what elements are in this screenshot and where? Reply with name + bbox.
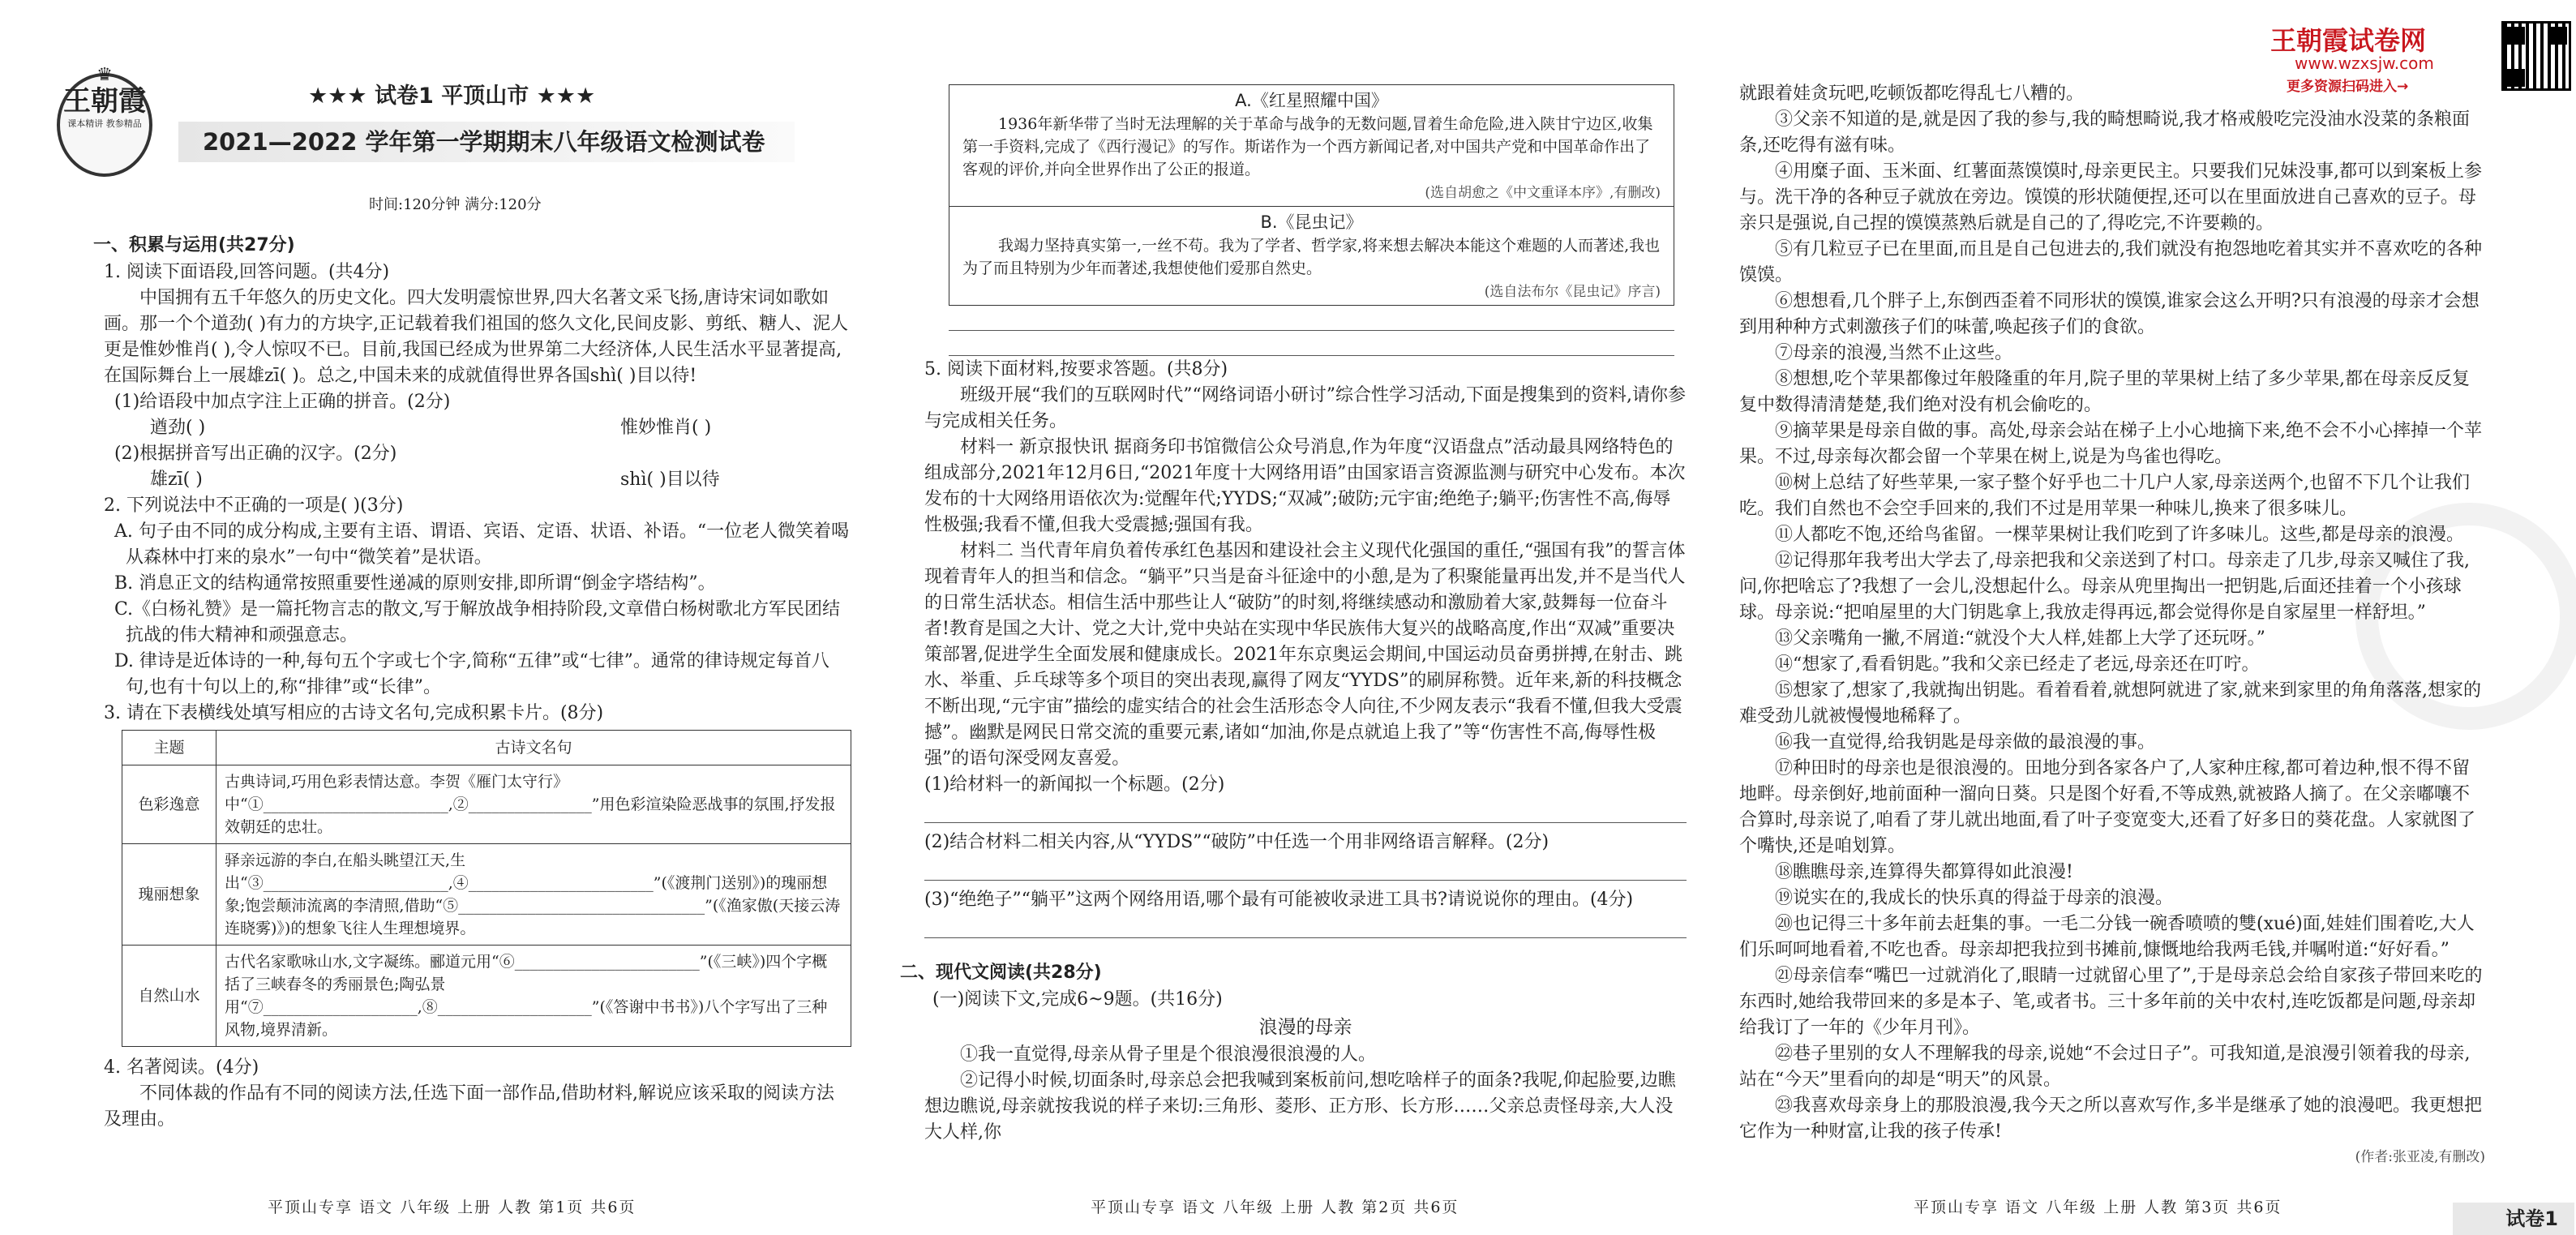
table-row <box>122 844 851 946</box>
story-author: (作者:张亚凌,有删改) <box>2355 1149 2485 1165</box>
story-paragraph: ④用糜子面、玉米面、红薯面蒸馍馍时,母亲更民主。只要我们兄妹没事,都可以到案板上参与。洗干净的各种豆子就放在旁边。馍馍的形状随便捏,还可以在里面放进自己喜欢的豆子。母亲只是强说,自己捏的馍馍蒸熟后就是自己的了,得吃完,不许要赖的。 <box>1739 161 2482 234</box>
story-paragraph: ㉓我喜欢母亲身上的那股浪漫,我今天之所以喜欢写作,多半是继承了她的浪漫吧。我更想把它作为一种财富,让我的孩子传承! <box>1739 1096 2482 1142</box>
brand-url[interactable]: www.wzxsjw.com <box>2295 54 2434 73</box>
box-a-text: 1936年新华带了当时无法理解的关于革命与战争的无数问题,冒着生命危险,进入陕甘宁边区,收集第一手资料,完成了《西行漫记》的写作。斯诺作为一个西方新闻记者,对中国共产党和中国革命作出了客观的评价,并向全世界作出了公正的报道。 <box>962 115 1653 178</box>
material-1: 材料一 新京报快讯 据商务印书馆微信公众号消息,作为年度“汉语盘点”活动最具网络特色的组成部分,2021年12月6日,“2021年度十大网络用语”由国家语言资源监测与研究中心发布。本次发布的十大网络用语依次为:觉醒年代;YYDS;“双减”;破防;元宇宙;绝绝子;躺平;伤害性不高,侮辱性极强;我看不懂,但我大受震撼;强国有我。 <box>924 437 1686 535</box>
story-paragraph: ⑩树上总结了好些苹果,一家子整个好乎也二十几户人家,母亲送两个,也留不下几个让我们吃。我们自然也不会空手回来的,我们不过是用苹果一种味儿,换来了很多味儿。 <box>1739 473 2470 519</box>
q5-sub-1: (1)给材料一的新闻拟一个标题。(2分) <box>924 774 1225 795</box>
box-a-source: (选自胡愈之《中文重译本序》,有删改) <box>1425 185 1661 201</box>
story-paragraph: ⑯我一直觉得,给我钥匙是母亲做的最浪漫的事。 <box>1775 732 2155 753</box>
reading-box <box>949 84 1674 306</box>
table-row <box>122 946 851 1047</box>
page-3 <box>1739 0 2574 1235</box>
question-4: 4. 名著阅读。(4分) <box>104 1057 259 1078</box>
story-paragraph: ⑰种田时的母亲也是很浪漫的。田地分到各家各户了,人家种庄稼,都可着边种,恨不得不留地畔。母亲倒好,地前面种一溜向日葵。只是图个好看,不等成熟,就被路人摘了。在父亲嘟嚷不合算时,母亲说了,咱看了芽儿就出地面,看了叶子变宽变大,还看了好多日的葵花盘。人家就图了个嘴快,还是咱划算。 <box>1739 758 2475 856</box>
table-row <box>122 765 851 844</box>
table-header-lines: 古诗文名句 <box>216 731 851 765</box>
story-paragraph: ㉒巷子里别的女人不理解我的母亲,说她“不会过日子”。可我知道,是浪漫引领着我的母亲,站在“今天”里看向的却是“明天”的风景。 <box>1739 1044 2471 1090</box>
brand-tagline: 更多资源扫码进入→ <box>2287 79 2409 95</box>
exam-title: 2021—2022 学年第一学期期末八年级语文检测试卷 <box>178 122 795 162</box>
q2-option-c: C.《白杨礼赞》是一篇托物言志的散文,写于解放战争相持阶段,文章借白杨树歌北方军民团结抗战的伟大精神和顽强意志。 <box>114 599 841 645</box>
q4-prompt: 不同体裁的作品有不同的阅读方法,任选下面一部作品,借助材料,解说应该采取的阅读方法及理由。 <box>104 1083 834 1130</box>
story-paragraph: ⑨摘苹果是母亲自做的事。高处,母亲会站在梯子上小心地摘下来,绝不会不小心摔掉一个苹果。不过,母亲每次都会留一个苹果在树上,说是为鸟雀也得吃。 <box>1739 421 2482 467</box>
q1-sub-2: (2)根据拼音写出正确的汉字。(2分) <box>114 444 397 464</box>
story-paragraph: ⑥想想看,几个胖子上,东倒西歪着不同形状的馍馍,谁家会这么开明?只有浪漫的母亲才会想到用种种方式刺激孩子们的味蕾,唤起孩子们的食欲。 <box>1739 291 2480 337</box>
answer-line[interactable] <box>949 331 1674 356</box>
box-b-title: B.《昆虫记》 <box>1260 212 1363 232</box>
table-cell-lines: 驿亲远游的李白,在船头眺望江天,生出“③________________________,④________________________”(《渡荆门送别》)的瑰丽想象;饱尝颠沛流离的李清照,借助“⑤________________________________”(《渔家傲(天接云涛连晓雾)》)的想象飞往人生理想境界。 <box>216 844 851 946</box>
q2-option-a: A. 句子由不同的成分构成,主要有主语、谓语、宾语、定语、状语、补语。“一位老人微笑着喝从森林中打来的泉水”一句中“微笑着”是状语。 <box>114 521 850 568</box>
box-b-source: (选自法布尔《昆虫记》序言) <box>1484 284 1661 300</box>
page-2 <box>892 0 1719 1235</box>
page-2-footer: 平顶山专享 语文 八年级 上册 人教 第2页 共6页 <box>1091 1199 1459 1216</box>
question-3: 3. 请在下表横线处填写相应的古诗文名句,完成积累卡片。(8分) <box>104 703 604 723</box>
story-paragraph: ⑤有几粒豆子已在里面,而且是自己包进去的,我们就没有抱怨地吃着其实并不喜欢吃的各种馍馍。 <box>1739 239 2482 285</box>
table-header-theme: 主题 <box>122 731 216 765</box>
story-paragraph: 就跟着娃贪玩吧,吃顿饭都吃得乱七八糟的。 <box>1739 84 2084 104</box>
corner-tag-label: 试卷1 <box>2505 1207 2558 1230</box>
story-paragraph: ②记得小时候,切面条时,母亲总会把我喊到案板前问,想吃啥样子的面条?我呢,仰起脸要,边瞧想边瞧说,母亲就按我说的样子来切:三角形、菱形、正方形、长方形……父亲总责怪母亲,大人没大人样,你 <box>924 1070 1676 1143</box>
story-paragraph: ⑱瞧瞧母亲,连算得失都算得如此浪漫! <box>1775 862 2073 882</box>
page-1-footer: 平顶山专享 语文 八年级 上册 人教 第1页 共6页 <box>268 1199 636 1216</box>
q5-sub-3: (3)“绝绝子”“躺平”这两个网络用语,哪个最有可能被收录进工具书?请说说你的理由。(4分) <box>924 890 1634 910</box>
q1-1-blank-a: 遒劲( ) <box>150 418 206 438</box>
answer-line[interactable] <box>924 855 1687 881</box>
story-paragraph: ⑮想家了,想家了,我就掏出钥匙。看着看着,就想阿就进了家,就来到家里的角角落落,想家的难受劲儿就被慢慢地稀释了。 <box>1739 680 2481 727</box>
story-paragraph: ①我一直觉得,母亲从骨子里是个很浪漫很浪漫的人。 <box>960 1044 1376 1065</box>
answer-line[interactable] <box>949 306 1674 331</box>
reading-1-instructions: (一)阅读下文,完成6~9题。(共16分) <box>932 989 1223 1010</box>
section-1-heading: 一、积累与运用(共27分) <box>93 235 295 255</box>
q1-1-blank-b: 惟妙惟肖( ) <box>620 418 712 438</box>
box-b-text: 我竭力坚持真实第一,一丝不苟。我为了学者、哲学家,将来想去解决本能这个难题的人而著述,我也为了而且特别为少年而著述,我想使他们爱那自然史。 <box>962 237 1661 277</box>
section-2-heading: 二、现代文阅读(共28分) <box>900 963 1102 983</box>
box-a-title: A.《红星照耀中国》 <box>1235 91 1388 110</box>
table-cell-theme: 瑰丽想象 <box>122 844 216 946</box>
logo-badge <box>57 65 152 177</box>
q1-sub-1: (1)给语段中加点字注上正确的拼音。(2分) <box>114 392 451 412</box>
q5-intro: 班级开展“我们的互联网时代”“网络词语小研讨”综合性学习活动,下面是搜集到的资料,请你参与完成相关任务。 <box>924 385 1686 431</box>
story-paragraph: ⑳也记得三十多年前去赶集的事。一毛二分钱一碗香喷喷的雙(xué)面,娃娃们围着吃,大人们乐呵呵地看着,不吃也香。母亲却把我拉到书摊前,慷慨地给我两毛钱,并嘱咐道:“好好看。” <box>1739 914 2475 960</box>
story-paragraph: ⑪人都吃不饱,还给鸟雀留。一棵苹果树让我们吃到了许多味儿。这些,都是母亲的浪漫。 <box>1775 525 2464 545</box>
q1-passage: 中国拥有五千年悠久的历史文化。四大发明震惊世界,四大名著文采飞扬,唐诗宋词如歌如画。那一个个道劲( )有力的方块字,正记载着我们祖国的悠久文化,民间皮影、剪纸、糖人、泥人更是惟妙惟肖( ),令人惊叹不已。目前,我国已经成为世界第二大经济体,人民生活水平显著提高,在国际舞台上一展雄zī( )。总之,中国未来的成就值得世界各国shì( )目以待! <box>104 288 849 386</box>
story-title: 浪漫的母亲 <box>1258 1017 1352 1038</box>
q1-2-blank-b: shì( )目以待 <box>620 470 720 490</box>
story-paragraph: ⑦母亲的浪漫,当然不止这些。 <box>1775 343 2012 363</box>
logo-subtext: 课本精讲 教参精品 <box>67 118 142 129</box>
logo-crown-icon: ♛ <box>96 65 113 85</box>
page-3-footer: 平顶山专享 语文 八年级 上册 人教 第3页 共6页 <box>1914 1199 2282 1216</box>
q5-sub-2: (2)结合材料二相关内容,从“YYDS”“破防”中任选一个用非网络语言解释。(2分) <box>924 832 1549 852</box>
story-paragraph: ⑲说实在的,我成长的快乐真的得益于母亲的浪漫。 <box>1775 888 2173 908</box>
q2-option-d: D. 律诗是近体诗的一种,每句五个字或七个字,简称“五律”或“七律”。通常的律诗规定每首八句,也有十句以上的,称“排律”或“长律”。 <box>114 651 829 697</box>
table-cell-theme: 色彩逸意 <box>122 765 216 844</box>
page-1 <box>0 0 868 1235</box>
table-cell-lines: 古代名家歌咏山水,文字凝练。郦道元用“⑥________________________”(《三峡》)四个字概括了三峡春冬的秀丽景色;陶弘景用“⑦____________________,⑧____________________”(《答谢中书书》)八个字写出了三种风物,境界清新。 <box>216 946 851 1047</box>
poetry-card-table <box>122 730 851 1047</box>
question-1: 1. 阅读下面语段,回答问题。(共4分) <box>104 262 390 282</box>
table-cell-lines: 古典诗词,巧用色彩表情达意。李贺《雁门太守行》中“①________________________,②________________”用色彩渲染险恶战事的氛围,抒发报效朝廷的忠壮。 <box>216 765 851 844</box>
story-paragraph: ⑭“想家了,看看钥匙。”我和父亲已经走了老远,母亲还在叮咛。 <box>1775 654 2260 675</box>
q1-2-blank-a: 雄zī( ) <box>150 470 203 490</box>
answer-line[interactable] <box>924 798 1687 823</box>
brand-name: 王朝霞试卷网 <box>2270 25 2427 56</box>
table-cell-theme: 自然山水 <box>122 946 216 1047</box>
story-paragraph: ⑧想想,吃个苹果都像过年般隆重的年月,院子里的苹果树上结了多少苹果,都在母亲反反复复中数得清清楚楚,我们绝对没有机会偷吃的。 <box>1739 369 2470 415</box>
logo-text: 王朝霞 <box>63 85 146 118</box>
paper-tag: ★★★ 试卷1 平顶山市 ★★★ <box>308 84 596 109</box>
answer-line[interactable] <box>924 913 1687 938</box>
story-paragraph: ⑫记得那年我考出大学去了,母亲把我和父亲送到了村口。母亲走了几步,母亲又喊住了我,问,你把啥忘了?我想了一会儿,没想起什么。母亲从兜里掏出一把钥匙,后面还挂着一个小孩球球。母亲说:“把咱屋里的大门钥匙拿上,我放走得再远,都会觉得你是自家屋里一样舒坦。” <box>1739 551 2470 623</box>
q2-option-b: B. 消息正文的结构通常按照重要性递减的原则安排,即所谓“倒金字塔结构”。 <box>114 573 716 594</box>
qr-code-icon[interactable] <box>2501 21 2571 91</box>
story-paragraph: ㉑母亲信奉“嘴巴一过就消化了,眼睛一过就留心里了”,于是母亲总会给自家孩子带回来吃的东西时,她给我带回来的多是本子、笔,或者书。三十多年前的关中农村,连吃饭都是问题,母亲却给我订了一年的《少年月刊》。 <box>1739 966 2483 1038</box>
story-paragraph: ③父亲不知道的是,就是因了我的参与,我的畸想畸说,我才格戒般吃完没油水没菜的条粮面条,还吃得有滋有味。 <box>1739 109 2470 156</box>
question-5: 5. 阅读下面材料,按要求答题。(共8分) <box>924 359 1228 380</box>
material-2: 材料二 当代青年肩负着传承红色基因和建设社会主义现代化强国的重任,“强国有我”的誓言体现着青年人的担当和信念。“躺平”只当是奋斗征途中的小憩,是为了积聚能量再出发,并不是当代人的日常生活状态。相信生活中那些让人“破防”的时刻,将继续感动和激励着大家,鼓舞每一位奋斗者!教育是国之大计、党之大计,党中央站在实现中华民族伟大复兴的战略高度,作出“双减”重要决策部署,促进学生全面发展和健康成长。2021年东京奥运会期间,中国运动员奋勇拼搏,在射击、跳水、举重、乒乓球等多个项目的突出表现,赢得了网友“YYDS”的刷屏称赞。近年来,新的科技概念不断出现,“元宇宙”描绘的虚实结合的社会生活形态令人向往,不少网友表示“我看不懂,但我大受震撼”。幽默是网民日常交流的重要元素,诸如“加油,你是点就追上我了”等“伤害性不高,侮辱性极强”的语句深受网友喜爱。 <box>924 541 1686 769</box>
story-paragraph: ⑬父亲嘴角一撇,不屑道:“就没个大人样,娃都上大学了还玩呀。” <box>1775 628 2265 649</box>
question-2: 2. 下列说法中不正确的一项是( )(3分) <box>104 495 404 516</box>
corner-tag <box>2453 1203 2574 1235</box>
exam-meta: 时间:120分钟 满分:120分 <box>369 196 542 213</box>
